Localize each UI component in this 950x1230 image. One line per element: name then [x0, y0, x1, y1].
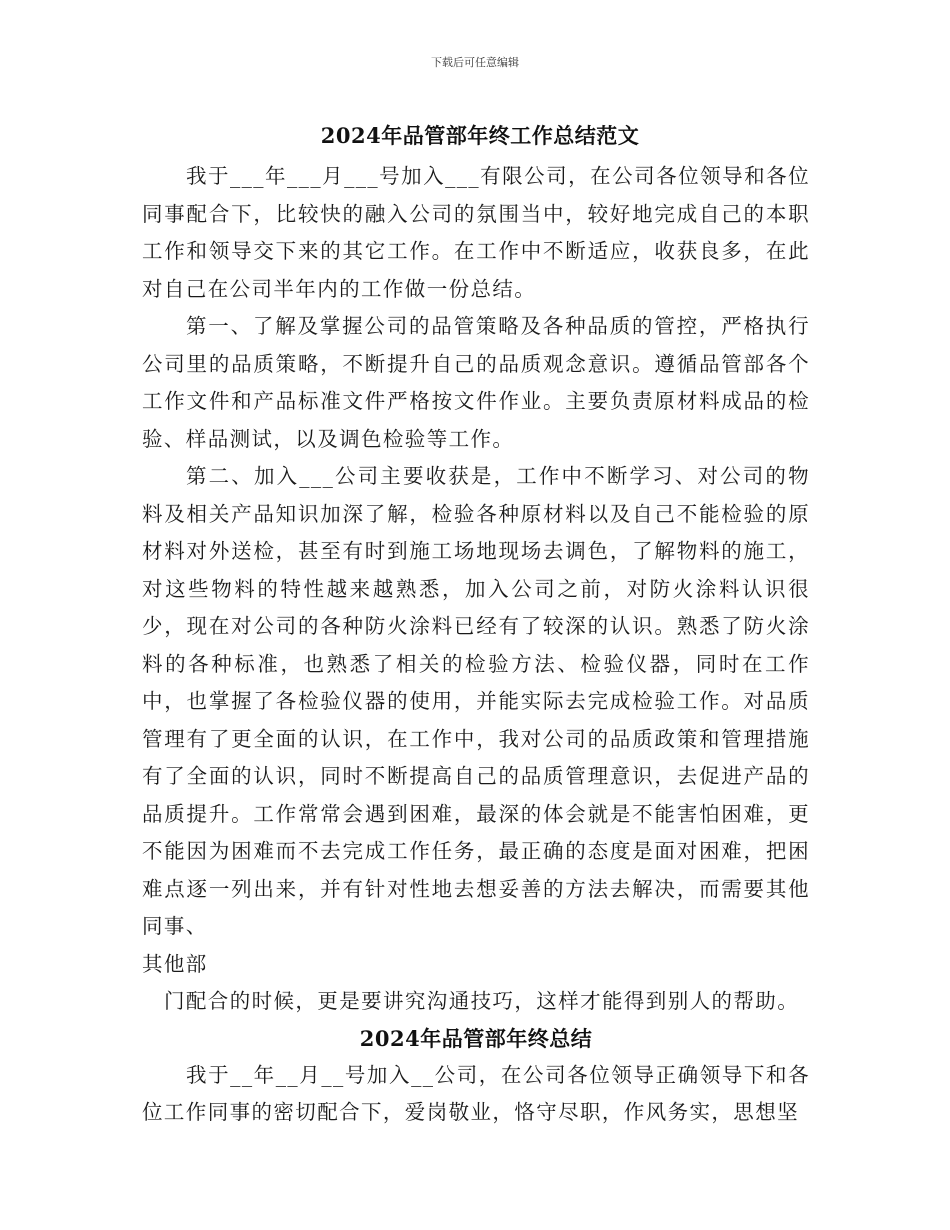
- paragraph-first: 第一、了解及掌握公司的品管策略及各种品质的管控，严格执行公司里的品质策略，不断提升自己的品质观念意识。遵循品管部各个工作文件和产品标准文件严格按文件作业。主要负责原材料成品的检验、样品测试，以及调色检验等工作。: [142, 314, 810, 451]
- document-body: [142, 118, 810, 1132]
- paragraph-second: 第二、加入___公司主要收获是，工作中不断学习、对公司的物料及相关产品知识加深了解，检验各种原材料以及自己不能检验的原材料对外送检，甚至有时到施工场地现场去调色，了解物料的施工，对这些物料的特性越来越熟悉，加入公司之前，对防火涂料认识很少，现在对公司的各种防火涂料已经有了较深的认识。熟悉了防火涂料的各种标准，也熟悉了相关的检验方法、检验仪器，同时在工作中，也掌握了各检验仪器的使用，并能实际去完成检验工作。对品质管理有了更全面的认识，在工作中，我对公司的品质政策和管理措施有了全面的认识，同时不断提高自己的品质管理意识，去促进产品的品质提升。工作常常会遇到困难，最深的体会就是不能害怕困难，更不能因为困难而不去完成工作任务，最正确的态度是面对困难，把困难点逐一列出来，并有针对性地去想妥善的方法去解决，而需要其他同事、: [142, 464, 810, 938]
- paragraph-intro: 我于___年___月___号加入___有限公司，在公司各位领导和各位同事配合下，比较快的融入公司的氛围当中，较好地完成自己的本职工作和领导交下来的其它工作。在工作中不断适应，收获良多，在此对自己在公司半年内的工作做一份总结。: [142, 164, 810, 301]
- paragraph-continuation: 门配合的时候，更是要讲究沟通技巧，这样才能得到别人的帮助。: [164, 989, 800, 1013]
- header-note: 下载后可任意编辑: [431, 56, 519, 69]
- section-title: 2024年品管部年终总结: [359, 1025, 593, 1051]
- paragraph-section-intro: 我于__年__月__号加入__公司，在公司各位领导正确领导下和各位工作同事的密切配合下，爱岗敬业，恪守尽职，作风务实，思想坚: [142, 1062, 810, 1124]
- document-title: 2024年品管部年终工作总结范文: [320, 123, 640, 148]
- paragraph-fragment: 其他部: [142, 951, 208, 976]
